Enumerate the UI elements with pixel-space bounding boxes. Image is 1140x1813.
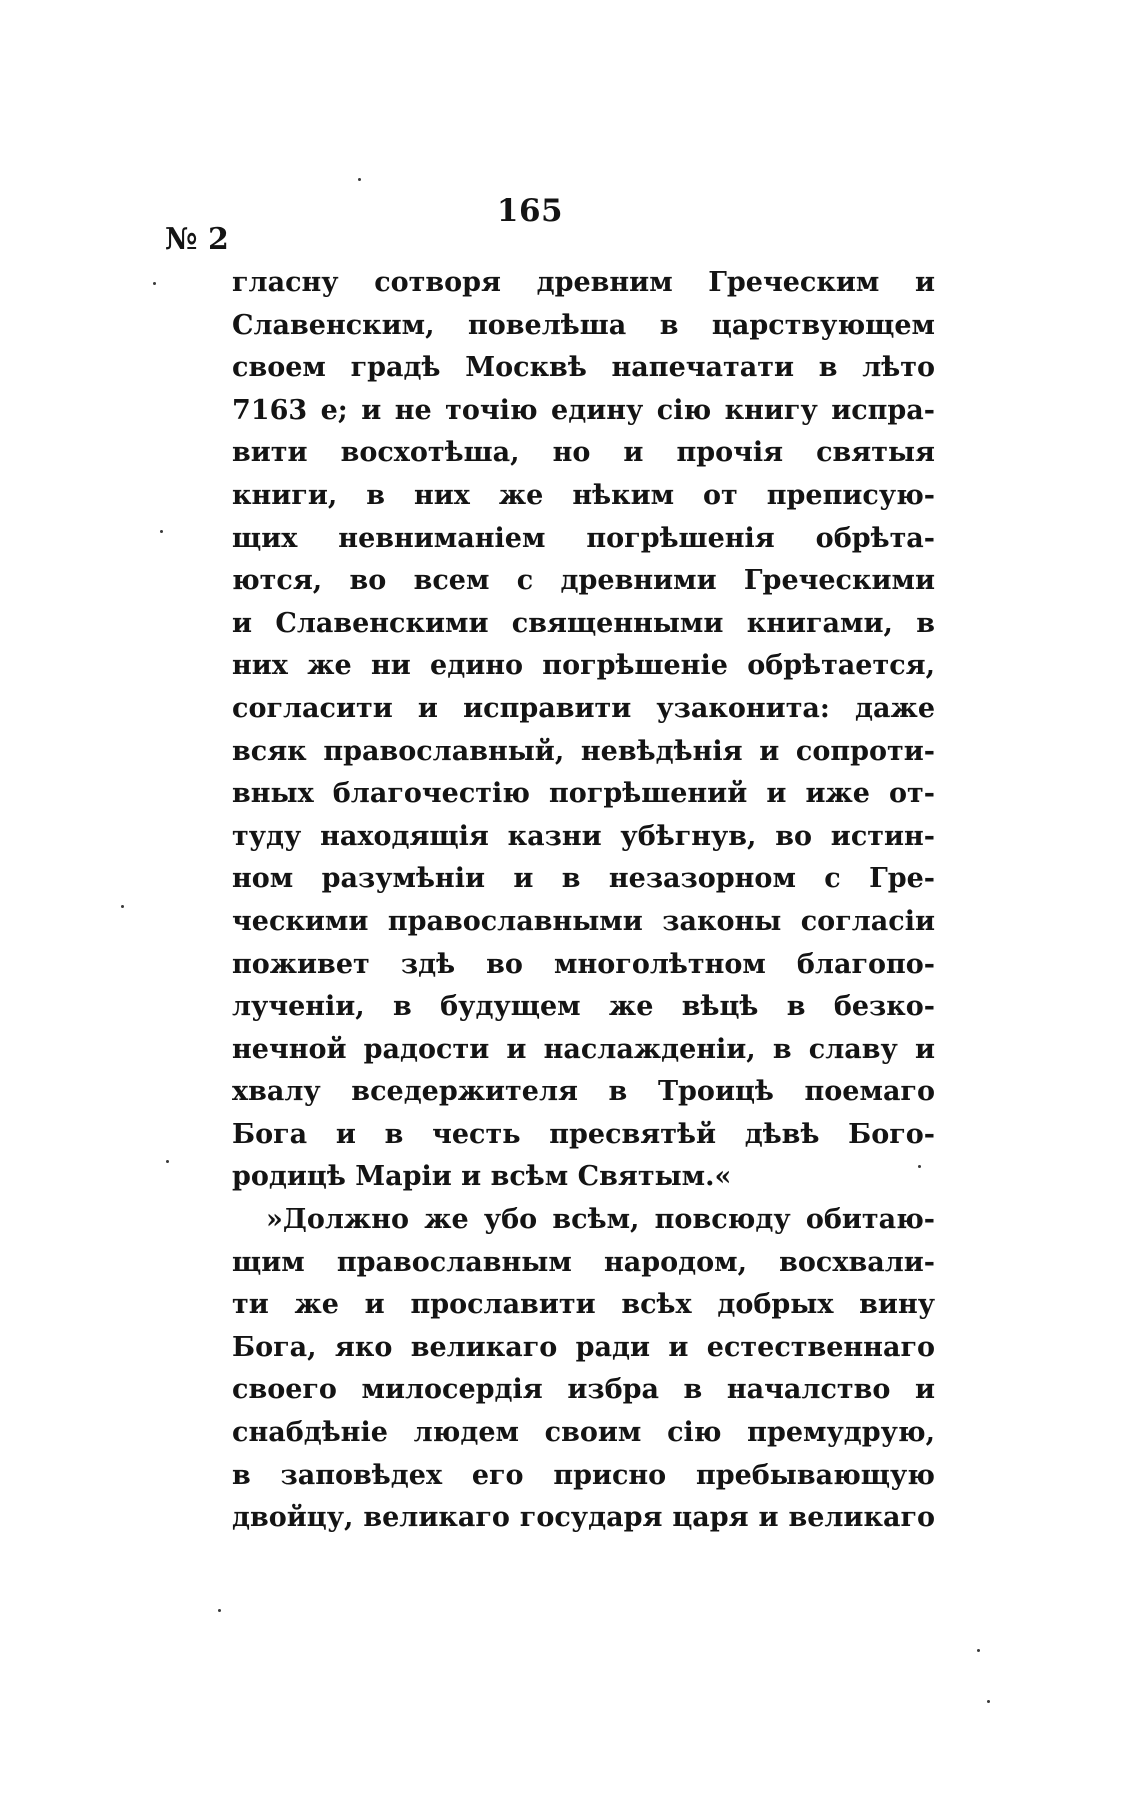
text-line: ти же и прославити всѣх добрых вину (232, 1289, 935, 1321)
scan-speck (153, 282, 156, 285)
text-line: двойцу, великаго государя царя и великаго (232, 1502, 935, 1534)
scan-speck (166, 1160, 169, 1163)
text-line: и Славенскими священными книгами, в (232, 607, 935, 639)
text-line: ческими православными законы согласіи (232, 905, 935, 937)
text-line: согласити и исправити узаконита: даже (232, 692, 935, 724)
text-line: нечной радости и наслажденіи, в славу и (232, 1033, 935, 1065)
text-line: Бога, яко великаго ради и естественнаго (232, 1331, 935, 1363)
text-line: поживет здѣ во многолѣтном благопо- (232, 948, 935, 980)
text-line: »Должно же убо всѣм, повсюду обитаю- (266, 1204, 935, 1236)
text-line: вных благочестію погрѣшений и иже от- (232, 778, 935, 810)
text-line: своего милосердія избра в началство и (232, 1374, 935, 1406)
text-line: Бога и в честь пресвятѣй дѣвѣ Бого- (232, 1118, 935, 1150)
scan-speck (121, 905, 124, 908)
text-line: щих невниманіем погрѣшенія обрѣта- (232, 522, 935, 554)
text-line: них же ни едино погрѣшеніе обрѣтается, (232, 650, 935, 682)
text-line: 7163 е; и не точію едину сію книгу испра- (232, 394, 935, 426)
text-line: гласну сотворя древним Греческим и (232, 267, 935, 298)
text-line: лученіи, в будущем же вѣцѣ в безко- (232, 991, 935, 1023)
signature-mark: № 2 (165, 222, 229, 257)
text-line: в заповѣдех его присно пребывающую (232, 1459, 935, 1491)
paragraph-2 (232, 1199, 935, 1540)
scan-speck (987, 1700, 990, 1703)
text-line: своем градѣ Москвѣ напечатати в лѣто (232, 352, 935, 384)
scan-speck (977, 1649, 980, 1652)
text-line: всяк православный, невѣдѣнія и сопроти- (232, 735, 935, 767)
text-line: хвалу вседержителя в Троицѣ поемаго (232, 1076, 935, 1108)
paragraph-1 (232, 262, 935, 1199)
text-line: книги, в них же нѣким от преписую- (232, 479, 935, 511)
text-line: ном разумѣніи и в незазорном с Гре- (232, 863, 935, 895)
text-line: Славенским, повелѣша в царствующем (232, 309, 935, 341)
scan-speck (160, 530, 163, 533)
text-line: родицѣ Маріи и всѣм Святым.« (232, 1161, 732, 1193)
page-number: 165 (496, 193, 564, 229)
body-text (232, 262, 935, 1540)
text-line: ются, во всем с древними Греческими (232, 565, 935, 597)
text-line: снабдѣніе людем своим сію премудрую, (232, 1417, 935, 1449)
scan-speck (358, 178, 361, 181)
text-line: вити восхотѣша, но и прочія святыя (232, 437, 935, 469)
scan-speck (918, 1165, 921, 1168)
scan-speck (218, 1609, 221, 1612)
text-line: щим православным народом, восхвали- (232, 1246, 935, 1278)
text-line: туду находящія казни убѣгнув, во истин- (232, 820, 935, 852)
